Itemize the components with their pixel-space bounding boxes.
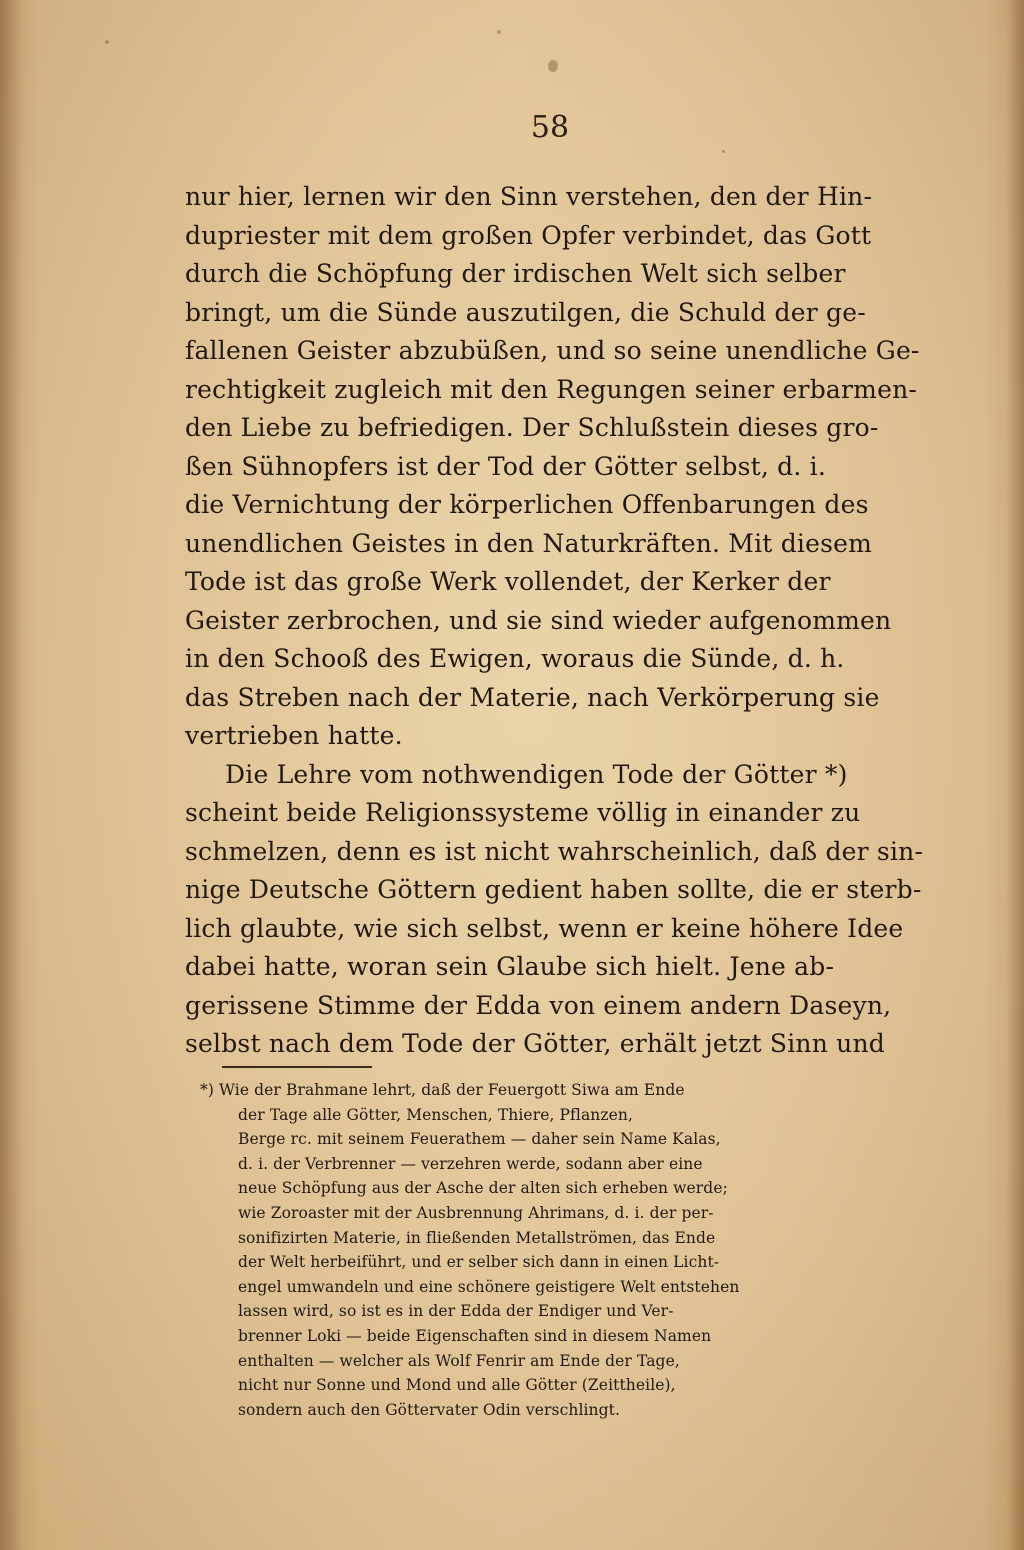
footnote-line: enthalten — welcher als Wolf Fenrir am Ende der Tage, [238, 1351, 680, 1370]
page-number: 58 [530, 110, 570, 145]
text-line: rechtigkeit zugleich mit den Regungen seiner erbarmen- [185, 374, 918, 404]
text-line: Die Lehre vom nothwendigen Tode der Götter *) [225, 759, 848, 789]
footnote-line: engel umwandeln und eine schönere geistigere Welt entstehen [238, 1277, 740, 1296]
text-line: nige Deutsche Göttern gedient haben sollte, die er sterb- [185, 875, 922, 904]
text-line: bringt, um die Sünde auszutilgen, die Schuld der ge- [185, 297, 866, 327]
footnote-line: *) Wie der Brahmane lehrt, daß der Feuergott Siwa am Ende [200, 1081, 685, 1099]
text-line: den Liebe zu befriedigen. Der Schlußstein dieses gro- [185, 413, 879, 442]
footnote-line: der Tage alle Götter, Menschen, Thiere, Pflanzen, [238, 1105, 634, 1124]
text-line: ßen Sühnopfers ist der Tod der Götter selbst, d. i. [185, 451, 826, 481]
paper-speck [548, 60, 558, 72]
paper-speck [722, 150, 725, 153]
footnote-line: sondern auch den Göttervater Odin verschlingt. [238, 1400, 621, 1419]
footnote-line: der Welt herbeiführt, und er selber sich dann in einen Licht- [238, 1253, 720, 1272]
footnote-line: nicht nur Sonne und Mond und alle Götter (Zeittheile), [238, 1376, 676, 1395]
paper-speck [497, 30, 501, 34]
text-line: nur hier, lernen wir den Sinn verstehen, den der Hin- [185, 182, 873, 211]
footnote-line: lassen wird, so ist es in der Edda der Endiger und Ver- [238, 1302, 674, 1321]
footnote [200, 1078, 930, 1422]
footnote-line: Berge rc. mit seinem Feuerathem — daher sein Name Kalas, [238, 1130, 721, 1149]
text-line: unendlichen Geistes in den Naturkräften. Mit diesem [185, 528, 873, 558]
text-line: die Vernichtung der körperlichen Offenbarungen des [185, 490, 869, 519]
paper-speck [105, 40, 109, 44]
footnote-line: d. i. der Verbrenner — verzehren werde, sodann aber eine [238, 1154, 703, 1173]
text-line: dabei hatte, woran sein Glaube sich hielt. Jene ab- [185, 952, 835, 981]
text-line: scheint beide Religionssysteme völlig in einander zu [185, 798, 861, 827]
text-line: Tode ist das große Werk vollendet, der Kerker der [185, 567, 831, 596]
text-line: schmelzen, denn es ist nicht wahrscheinlich, daß der sin- [185, 836, 924, 866]
text-line: dupriester mit dem großen Opfer verbindet, das Gott [185, 220, 872, 250]
text-line: gerissene Stimme der Edda von einem andern Daseyn, [185, 990, 892, 1020]
footnote-line: neue Schöpfung aus der Asche der alten sich erheben werde; [238, 1179, 728, 1198]
text-line: fallenen Geister abzubüßen, und so seine unendliche Ge- [185, 336, 920, 365]
footnote-line: brenner Loki — beide Eigenschaften sind in diesem Namen [238, 1326, 712, 1345]
footnote-rule [222, 1066, 372, 1068]
footnote-line: sonifizirten Materie, in fließenden Metallströmen, das Ende [238, 1228, 716, 1247]
main-text [185, 178, 925, 1064]
footnote-line: wie Zoroaster mit der Ausbrennung Ahrimans, d. i. der per- [238, 1203, 714, 1222]
text-line: in den Schooß des Ewigen, woraus die Sünde, d. h. [185, 644, 845, 673]
text-line: selbst nach dem Tode der Götter, erhält jetzt Sinn und [185, 1029, 885, 1058]
text-line: das Streben nach der Materie, nach Verkörperung sie [185, 682, 880, 712]
text-line: Geister zerbrochen, und sie sind wieder aufgenommen [185, 605, 892, 635]
text-line: durch die Schöpfung der irdischen Welt sich selber [185, 259, 846, 288]
text-line: lich glaubte, wie sich selbst, wenn er keine höhere Idee [185, 913, 904, 943]
text-line: vertrieben hatte. [185, 721, 403, 750]
